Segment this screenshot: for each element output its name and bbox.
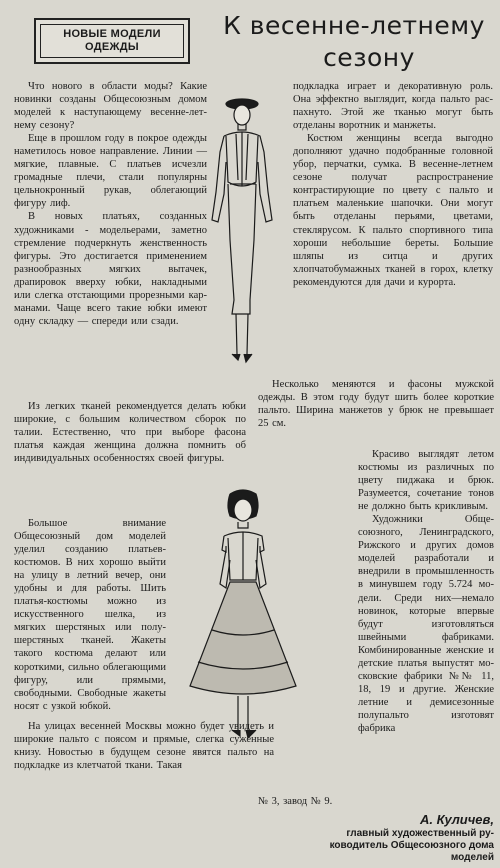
- article-column-left-wide: [14, 400, 246, 465]
- paragraph: Большое внимание Общесоюзный дом моделей уделил созданию платьев-костюмов. В них хорошо выйти на улицу в летний вечер, они удобны и для работы. Шить платья-костюмы можно из искусственного шелка, из мягких шерстяных или полушерстяных тканей. Жакеты такого костюма делают или короткими, сильно облегающими фигуру, или прямыми, свободными. Свободные жакеты носят с узкой юбкой.: [14, 518, 166, 712]
- article-column-right-narrow: [358, 448, 494, 735]
- paragraph: Из легких тканей рекомендуется делать юбки широкие, с большим количеством сборок по талии. Естественно, что при выборе фасона платья каждая женщина должна помнить об индивидуальных особенностях своей фигуры.: [14, 401, 246, 465]
- woman-in-suit-illustration: [198, 92, 286, 377]
- paragraph: Красиво выглядят летом костюмы из различных по цвету пиджака и брюк. Разумеется, сочетание тонов не должно быть крикливым.: [358, 449, 494, 513]
- paragraph: подкладка играет и декоративную роль. Она эффектно выглядит, когда пальто распахнуто. Этой же тканью могут быть отделаны воротник и манжеты.: [293, 81, 493, 132]
- article-column-right-top: [293, 80, 493, 289]
- paragraph: Костюм женщины всегда выгодно дополняют удачно подобранные головной убор, перчатки, сумка. В весенне-летнем сезоне получат распространение контрастирующие по цвету с пальто и платьем маленькие шапочки. Они могут быть отделаны перьями, цветами, стеклярусом. К пальто спортивного типа хороши небольшие береты. Большие шляпы из ситца и других хлопчатобумажных тканей в горох, клетку рекомендуются для дачи и курорта.: [293, 133, 493, 288]
- paragraph: На улицах весенней Москвы можно будет увидеть и широкие пальто с поясом и прямые, слегка суженные книзу. Новостью в будущем сезоне явятся пальто на подкладке из клетчатой ткани. Такая: [14, 721, 274, 772]
- paragraph: Художники Общесоюзного, Ленинградского, Рижского и других домов моделей разработали и внедрили в промышленность в минувшем году 5.724 модели. Среди них—немало новинок, которые впервые будут изготовляться швейными фабриками. Комбинированные женские и детские платья выпустят московские фабрики №№ 11, 18, 19 и другие. Женские летние и демисезонные полупальто изготовят фабрика: [358, 514, 494, 734]
- article-column-bottom-right: [258, 795, 494, 808]
- paragraph: Несколько меняются и фасоны мужской одежды. В этом году будут шить более короткие пальто. Ширина манжетов у брюк не превышает 25 см.: [258, 379, 494, 430]
- paragraph: Что нового в области моды? Какие новинки созданы Общесоюзным домом моделей к наступающему весенне-летнему сезону?: [14, 81, 207, 132]
- paragraph: В новых платьях, созданных художниками - модельерами, заметно стремление подчеркнуть женственность фигуры. Это достигается применением разнообразных мягких вытачек, драпировок вверху юбки, накладными или слегка отстающими прорезными карманами. Чаще всего такие юбки имеют одну складку — спереди или сзади.: [14, 211, 207, 327]
- article-column-left-top: [14, 80, 207, 328]
- section-rubric: НОВЫЕ МОДЕЛИ ОДЕЖДЫ: [63, 28, 161, 53]
- paragraph: Еще в прошлом году в покрое одежды наметилось новое направление. Линии — мягкие, плавные. С платьев исчезли громадные плечи, стали популярны цельнокронный рукав, облегающий фигуру лиф.: [14, 133, 207, 210]
- article-column-left-narrow: [14, 517, 166, 713]
- section-rubric-box: [34, 18, 190, 64]
- paragraph: № 3, завод № 9.: [258, 796, 333, 807]
- author-name: А. Куличев,: [420, 812, 494, 827]
- woman-in-dress-illustration: [168, 488, 318, 750]
- article-paragraph-mens-fashion: [258, 378, 494, 430]
- headline-line-1: К весенне-летнему: [223, 11, 485, 40]
- article-headline: [212, 10, 496, 74]
- author-role: главный художественный руководитель Общесоюзного дома моделей: [329, 828, 494, 863]
- headline-line-2: сезону: [323, 43, 415, 72]
